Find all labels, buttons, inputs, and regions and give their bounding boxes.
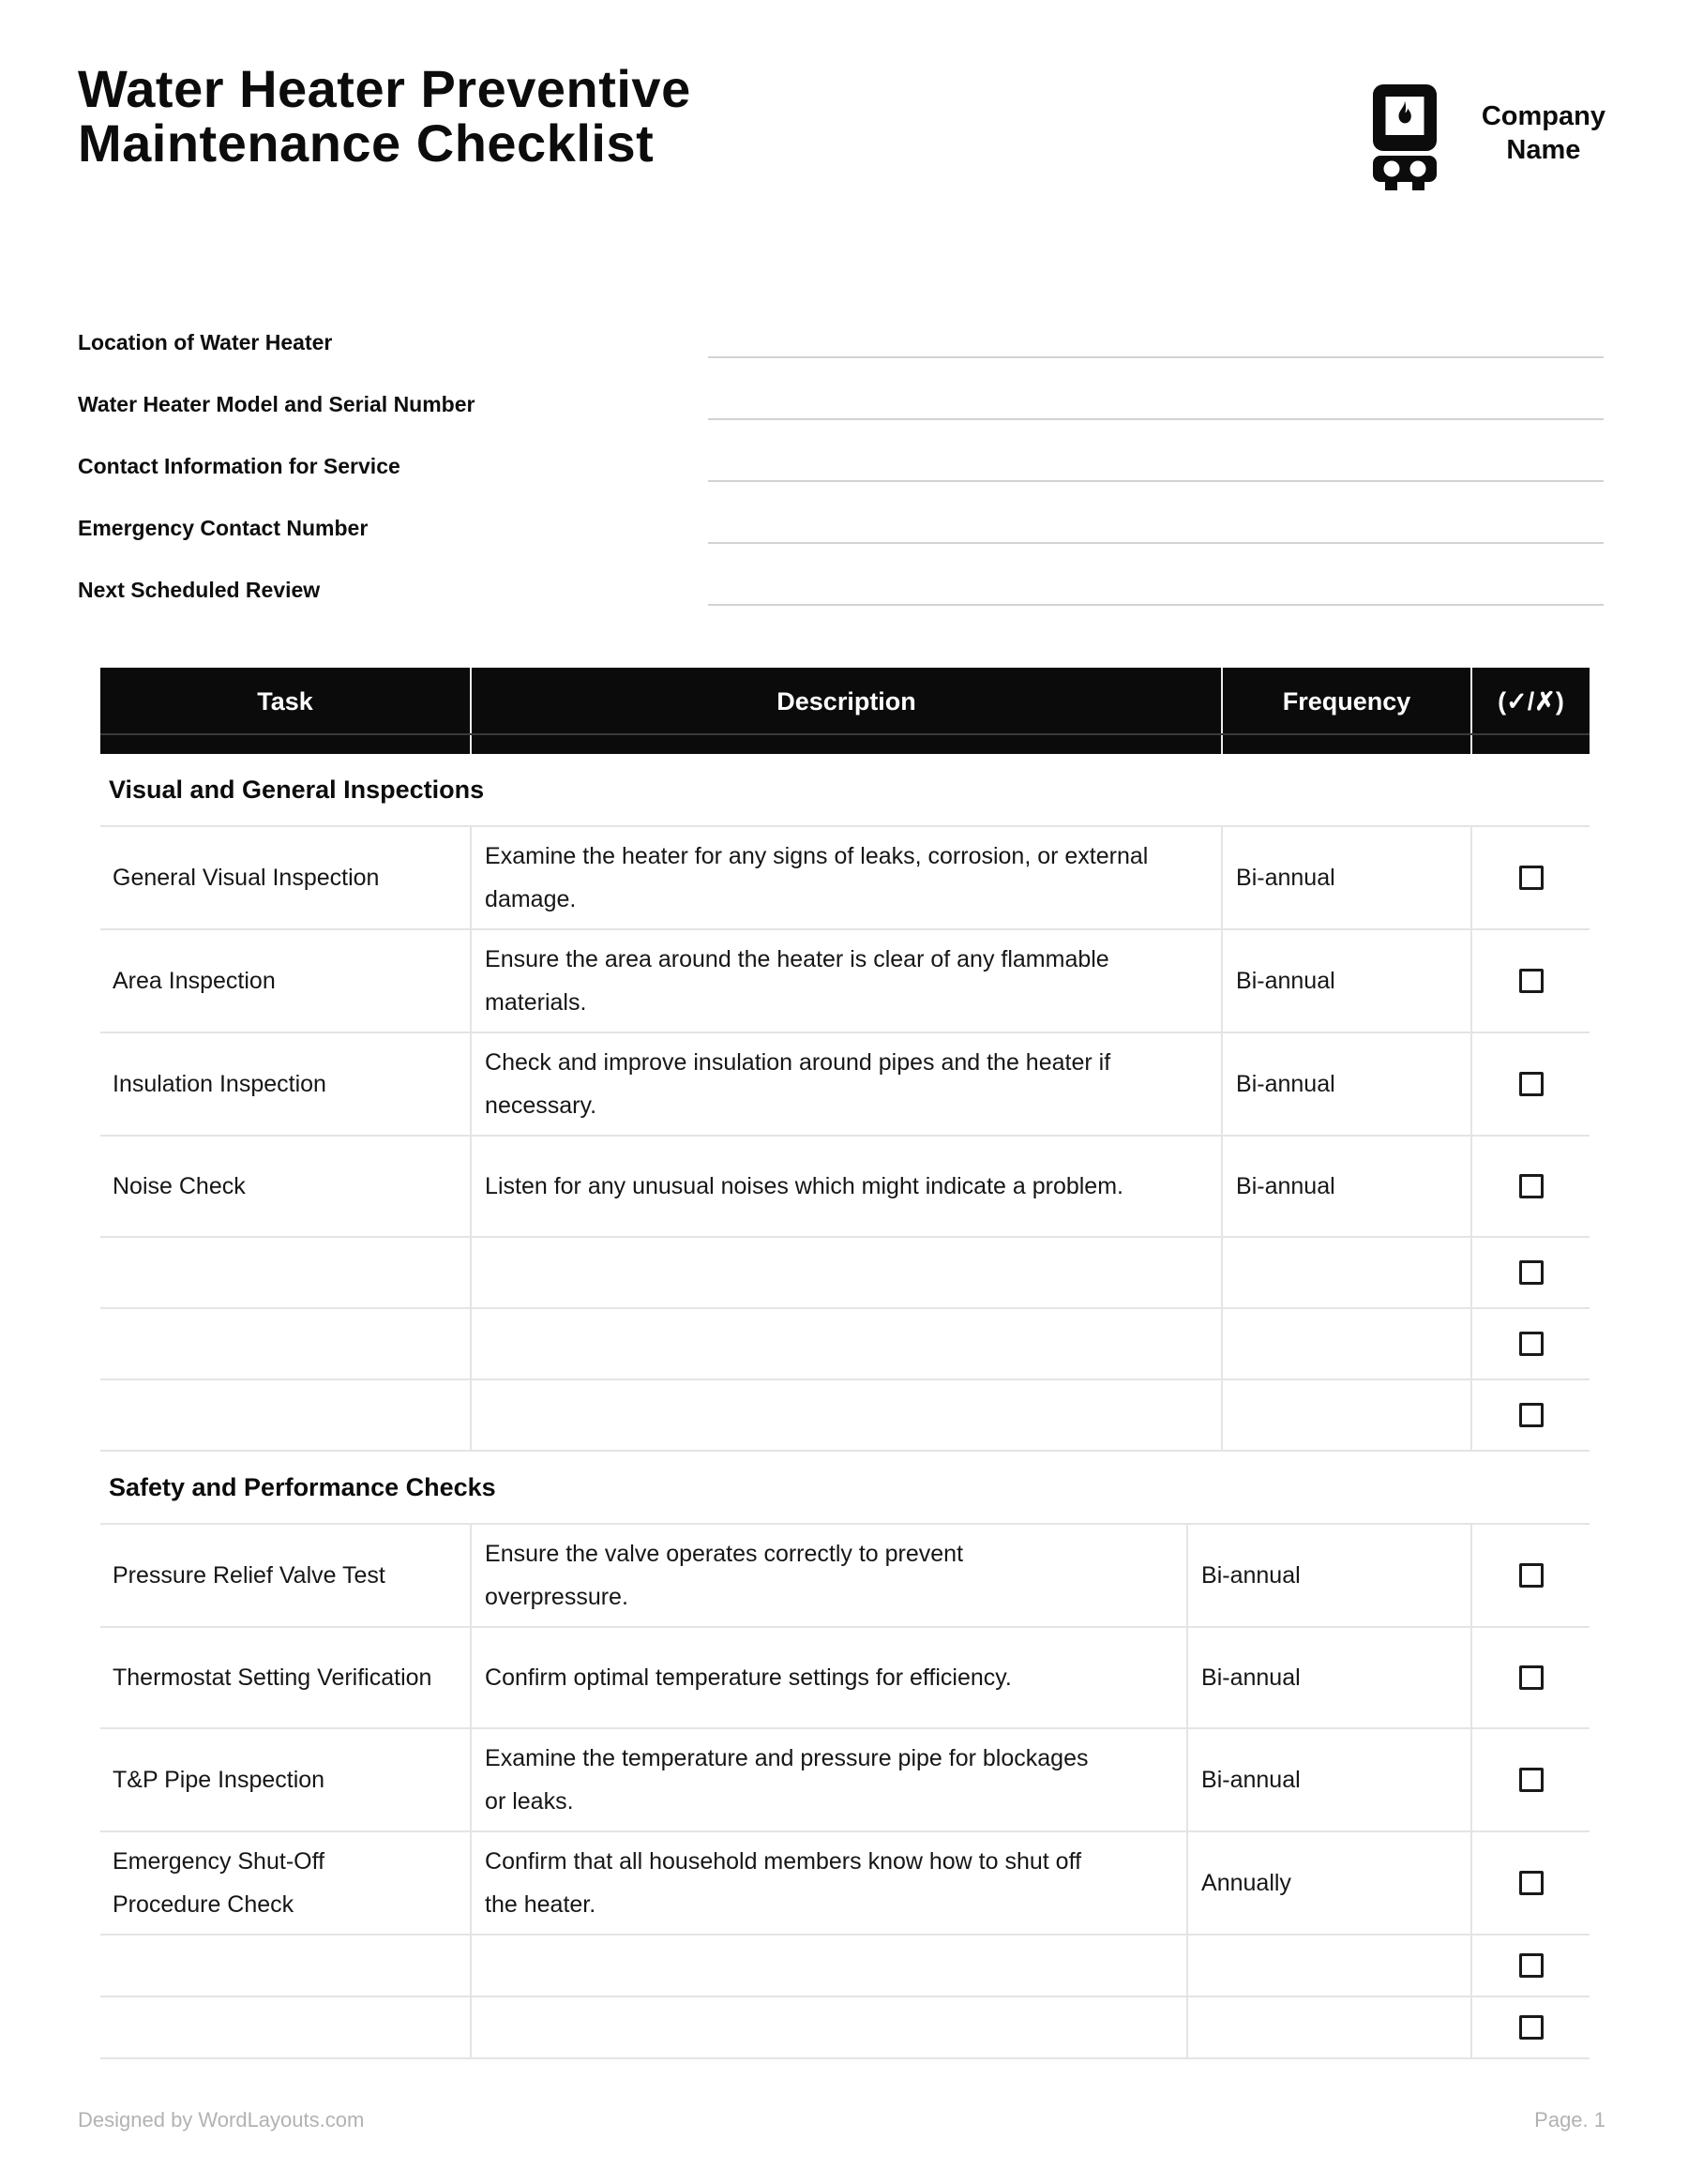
frequency-cell: Bi-annual — [1223, 930, 1472, 1032]
table-row — [100, 1033, 1590, 1137]
task-cell — [100, 1238, 472, 1307]
column-header-check: (✓/✗) — [1498, 686, 1564, 715]
contact-service-field[interactable] — [708, 420, 1604, 482]
table-row — [100, 930, 1590, 1033]
task-cell — [100, 1935, 472, 1996]
empty-checkbox[interactable] — [1519, 1260, 1544, 1285]
frequency-cell: Bi-annual — [1223, 1033, 1472, 1135]
frequency-cell: Bi-annual — [1223, 1137, 1472, 1236]
form-label-model-serial: Water Heater Model and Serial Number — [78, 392, 475, 416]
table-row — [100, 1628, 1590, 1729]
section-title-safety-performance: Safety and Performance Checks — [109, 1472, 496, 1501]
task-cell: Pressure Relief Valve Test — [100, 1525, 472, 1626]
empty-checkbox[interactable] — [1519, 1953, 1544, 1978]
frequency-cell — [1188, 1935, 1472, 1996]
description-cell: Listen for any unusual noises which might indicate a problem. — [472, 1137, 1223, 1236]
section-title-visual-general: Visual and General Inspections — [109, 775, 485, 804]
empty-checkbox[interactable] — [1519, 2015, 1544, 2040]
column-header-frequency: Frequency — [1223, 668, 1472, 754]
task-cell: Insulation Inspection — [100, 1033, 472, 1135]
footer-designed-by: Designed by WordLayouts.com — [78, 2108, 365, 2131]
task-cell: Area Inspection — [100, 930, 472, 1032]
model-serial-field[interactable] — [708, 358, 1604, 420]
check-cell — [1472, 1729, 1590, 1830]
check-cell — [1472, 1832, 1590, 1934]
check-cell — [1472, 827, 1590, 928]
task-cell — [100, 1380, 472, 1450]
check-cell — [1472, 1380, 1590, 1450]
empty-checkbox[interactable] — [1519, 1665, 1544, 1690]
check-cell — [1472, 1525, 1590, 1626]
company-brand — [1373, 84, 1605, 195]
table-row-empty — [100, 1997, 1590, 2059]
section-rows-safety-performance — [100, 1523, 1590, 2059]
description-cell: Ensure the valve operates correctly to prevent overpressure. — [472, 1525, 1188, 1626]
description-cell — [472, 1935, 1188, 1996]
section-rows-visual-general — [100, 825, 1590, 1452]
next-review-field[interactable] — [708, 544, 1604, 606]
task-cell: General Visual Inspection — [100, 827, 472, 928]
column-header-description: Description — [472, 668, 1223, 754]
empty-checkbox[interactable] — [1519, 866, 1544, 890]
water-heater-flame-icon — [1373, 84, 1437, 195]
check-cell — [1472, 1238, 1590, 1307]
task-cell — [100, 1309, 472, 1378]
frequency-cell: Bi-annual — [1188, 1729, 1472, 1830]
emergency-contact-field[interactable] — [708, 482, 1604, 544]
company-name-line1: Company — [1481, 101, 1605, 131]
page-footer — [78, 2108, 1605, 2132]
frequency-cell: Bi-annual — [1188, 1628, 1472, 1727]
table-row-empty — [100, 1238, 1590, 1309]
table-row — [100, 1137, 1590, 1238]
table-row-empty — [100, 1935, 1590, 1997]
task-cell: Emergency Shut-Off Procedure Check — [100, 1832, 472, 1934]
check-cell — [1472, 1137, 1590, 1236]
form-row-location — [78, 296, 1604, 358]
frequency-cell — [1223, 1380, 1472, 1450]
check-cell — [1472, 930, 1590, 1032]
check-cell — [1472, 1997, 1590, 2057]
task-cell: T&P Pipe Inspection — [100, 1729, 472, 1830]
table-row-empty — [100, 1380, 1590, 1452]
company-name — [1482, 99, 1605, 167]
table-row — [100, 827, 1590, 930]
description-cell: Check and improve insulation around pipes and the heater if necessary. — [472, 1033, 1223, 1135]
form-label-location: Location of Water Heater — [78, 330, 333, 354]
task-cell: Thermostat Setting Verification — [100, 1628, 472, 1727]
check-cell — [1472, 1033, 1590, 1135]
table-row-empty — [100, 1309, 1590, 1380]
description-cell — [472, 1309, 1223, 1378]
description-cell — [472, 1997, 1188, 2057]
table-row — [100, 1729, 1590, 1832]
description-cell — [472, 1238, 1223, 1307]
header — [0, 0, 1688, 195]
empty-checkbox[interactable] — [1519, 1871, 1544, 1895]
frequency-cell — [1223, 1309, 1472, 1378]
form-label-emergency-contact: Emergency Contact Number — [78, 516, 369, 540]
form-label-contact-service: Contact Information for Service — [78, 454, 400, 478]
form-row-contact-service — [78, 420, 1604, 482]
form-row-next-review — [78, 544, 1604, 606]
check-cell — [1472, 1309, 1590, 1378]
location-field[interactable] — [708, 296, 1604, 358]
check-cell — [1472, 1628, 1590, 1727]
table-row — [100, 1832, 1590, 1935]
form-row-emergency-contact — [78, 482, 1604, 544]
task-cell: Noise Check — [100, 1137, 472, 1236]
info-form — [78, 296, 1604, 606]
check-cell — [1472, 1935, 1590, 1996]
empty-checkbox[interactable] — [1519, 969, 1544, 993]
description-cell: Confirm optimal temperature settings for efficiency. — [472, 1628, 1188, 1727]
form-row-model-serial — [78, 358, 1604, 420]
company-name-line2: Name — [1506, 135, 1581, 165]
table-row — [100, 1525, 1590, 1628]
empty-checkbox[interactable] — [1519, 1332, 1544, 1356]
description-cell: Confirm that all household members know how to shut off the heater. — [472, 1832, 1188, 1934]
empty-checkbox[interactable] — [1519, 1768, 1544, 1792]
empty-checkbox[interactable] — [1519, 1563, 1544, 1588]
form-label-next-review: Next Scheduled Review — [78, 578, 321, 602]
frequency-cell — [1188, 1997, 1472, 2057]
description-cell — [472, 1380, 1223, 1450]
frequency-cell: Bi-annual — [1188, 1525, 1472, 1626]
page-title — [78, 59, 691, 173]
checklist-table — [100, 668, 1590, 2059]
frequency-cell — [1223, 1238, 1472, 1307]
page-title-line2: Maintenance Checklist — [78, 113, 655, 173]
empty-checkbox[interactable] — [1519, 1072, 1544, 1096]
empty-checkbox[interactable] — [1519, 1174, 1544, 1198]
column-header-task: Task — [100, 668, 472, 754]
footer-page-number: Page. 1 — [1534, 2108, 1605, 2131]
frequency-cell: Annually — [1188, 1832, 1472, 1934]
description-cell: Ensure the area around the heater is clear of any flammable materials. — [472, 930, 1223, 1032]
task-cell — [100, 1997, 472, 2057]
description-cell: Examine the heater for any signs of leaks, corrosion, or external damage. — [472, 827, 1223, 928]
page-title-line1: Water Heater Preventive — [78, 59, 691, 118]
empty-checkbox[interactable] — [1519, 1403, 1544, 1427]
description-cell: Examine the temperature and pressure pipe for blockages or leaks. — [472, 1729, 1188, 1830]
table-header-row — [100, 668, 1590, 754]
frequency-cell: Bi-annual — [1223, 827, 1472, 928]
